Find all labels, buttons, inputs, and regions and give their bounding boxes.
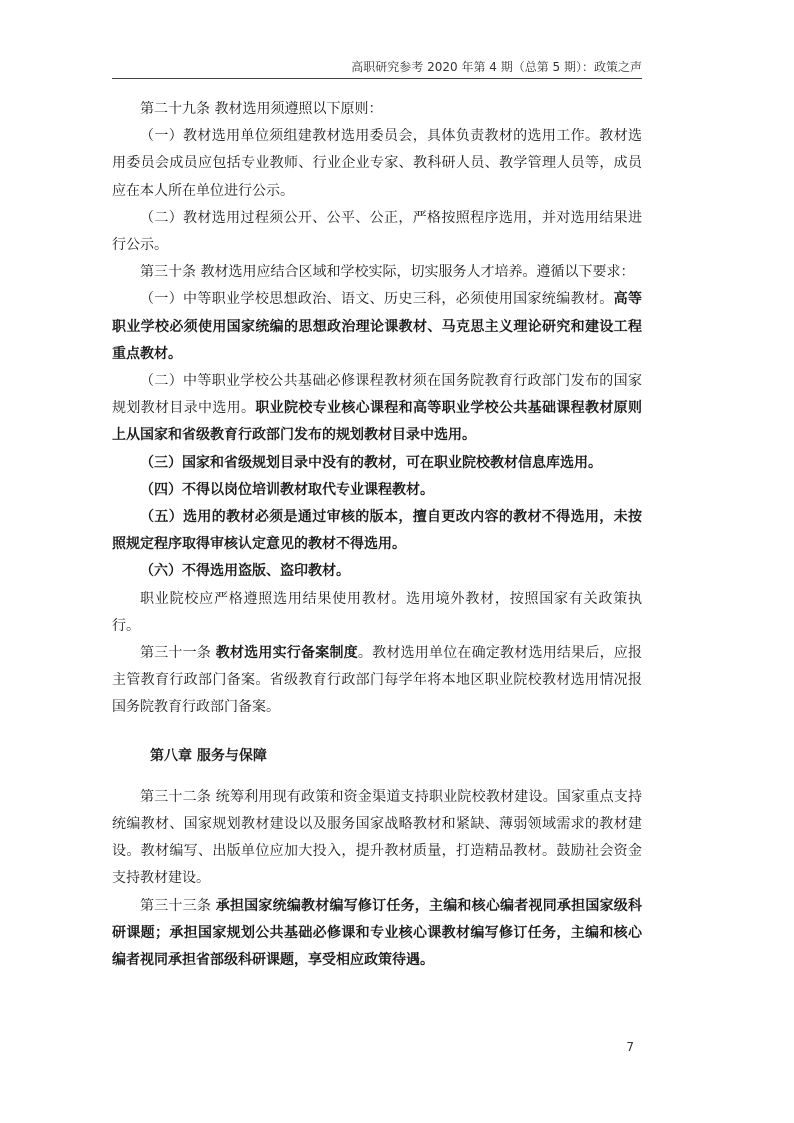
article-30-item-5: （五）选用的教材必须是通过审核的版本，擅自更改内容的教材不得选用，未按照规定程序取得审核认定意见的教材不得选用。 bbox=[112, 509, 642, 553]
article-33-bold: 承担国家统编教材编写修订任务，主编和核心编者视同承担国家级科研课题；承担国家规划公共基础必修课和专业核心课教材编写修订任务，主编和核心编者视同承担省部级科研课题，享受相应政策待遇。 bbox=[112, 897, 643, 969]
article-30-item-2 bbox=[112, 368, 642, 450]
article-30-item-4: （四）不得以岗位培训教材取代专业课程教材。 bbox=[140, 481, 434, 498]
article-30-item-3: （三）国家和省级规划目录中没有的教材，可在职业院校教材信息库选用。 bbox=[140, 454, 602, 471]
article-30-item-1 bbox=[112, 286, 642, 368]
article-31-rest: 。教材选用单位在确定教材选用结果后，应报主管教育行政部门备案。省级教育行政部门每学年将本地区职业院校教材选用情况报国务院教育行政部门备案。 bbox=[112, 645, 643, 716]
article-30-tail: 职业院校应严格遵照选用结果使用教材。选用境外教材，按照国家有关政策执行。 bbox=[112, 590, 642, 634]
article-29-item-2: （二）教材选用过程须公开、公平、公正，严格按照程序选用，并对选用结果进行公示。 bbox=[112, 209, 642, 254]
article-30-item-1-bold: 高等职业学校必须使用国家统编的思想政治理论课教材、马克思主义理论研究和建设工程重点教材。 bbox=[112, 291, 643, 362]
article-30-item-6: （六）不得选用盗版、盗印教材。 bbox=[140, 563, 350, 580]
article-30-intro: 第三十条 教材选用应结合区域和学校实际，切实服务人才培养。遵循以下要求： bbox=[140, 264, 635, 281]
article-31 bbox=[112, 640, 642, 722]
chapter-8-heading: 第八章 服务与保障 bbox=[150, 747, 267, 764]
header-rule bbox=[112, 78, 642, 79]
document-body bbox=[112, 96, 642, 974]
article-30-item-1-text: （一）中等职业学校思想政治、语文、历史三科，必须使用国家统编教材。 bbox=[140, 291, 614, 308]
article-31-bold: 教材选用实行备案制度 bbox=[215, 645, 358, 662]
article-30-item-2-bold: 职业院校专业核心课程和高等职业学校公共基础课程教材原则上从国家和省级教育行政部门发布的规划教材目录中选用。 bbox=[112, 400, 643, 444]
article-29-item-1: （一）教材选用单位须组建教材选用委员会，具体负责教材的选用工作。教材选用委员会成员应包括专业教师、行业企业专家、教科研人员、教学管理人员等，成员应在本人所在单位进行公示。 bbox=[112, 128, 642, 199]
article-33-lead: 第三十三条 bbox=[140, 897, 216, 914]
article-32: 第三十二条 统筹利用现有政策和资金渠道支持职业院校教材建设。国家重点支持统编教材、国家规划教材建设以及服务国家战略教材和紧缺、薄弱领域需求的教材建设。教材编写、出版单位应加大投入，提升教材质量，打造精品教材。鼓励社会资金支持教材建设。 bbox=[112, 788, 642, 887]
article-33 bbox=[112, 893, 642, 975]
page-number: 7 bbox=[626, 1040, 634, 1054]
article-29-intro: 第二十九条 教材选用须遵照以下原则： bbox=[140, 101, 383, 117]
article-31-lead: 第三十一条 bbox=[140, 645, 216, 662]
running-header: 高职研究参考 2020 年第 4 期（总第 5 期）：政策之声 bbox=[351, 60, 642, 74]
article-30-item-2-text: （二）中等职业学校公共基础必修课程教材须在国务院教育行政部门发布的国家规划教材目录中选用。 bbox=[112, 373, 642, 417]
